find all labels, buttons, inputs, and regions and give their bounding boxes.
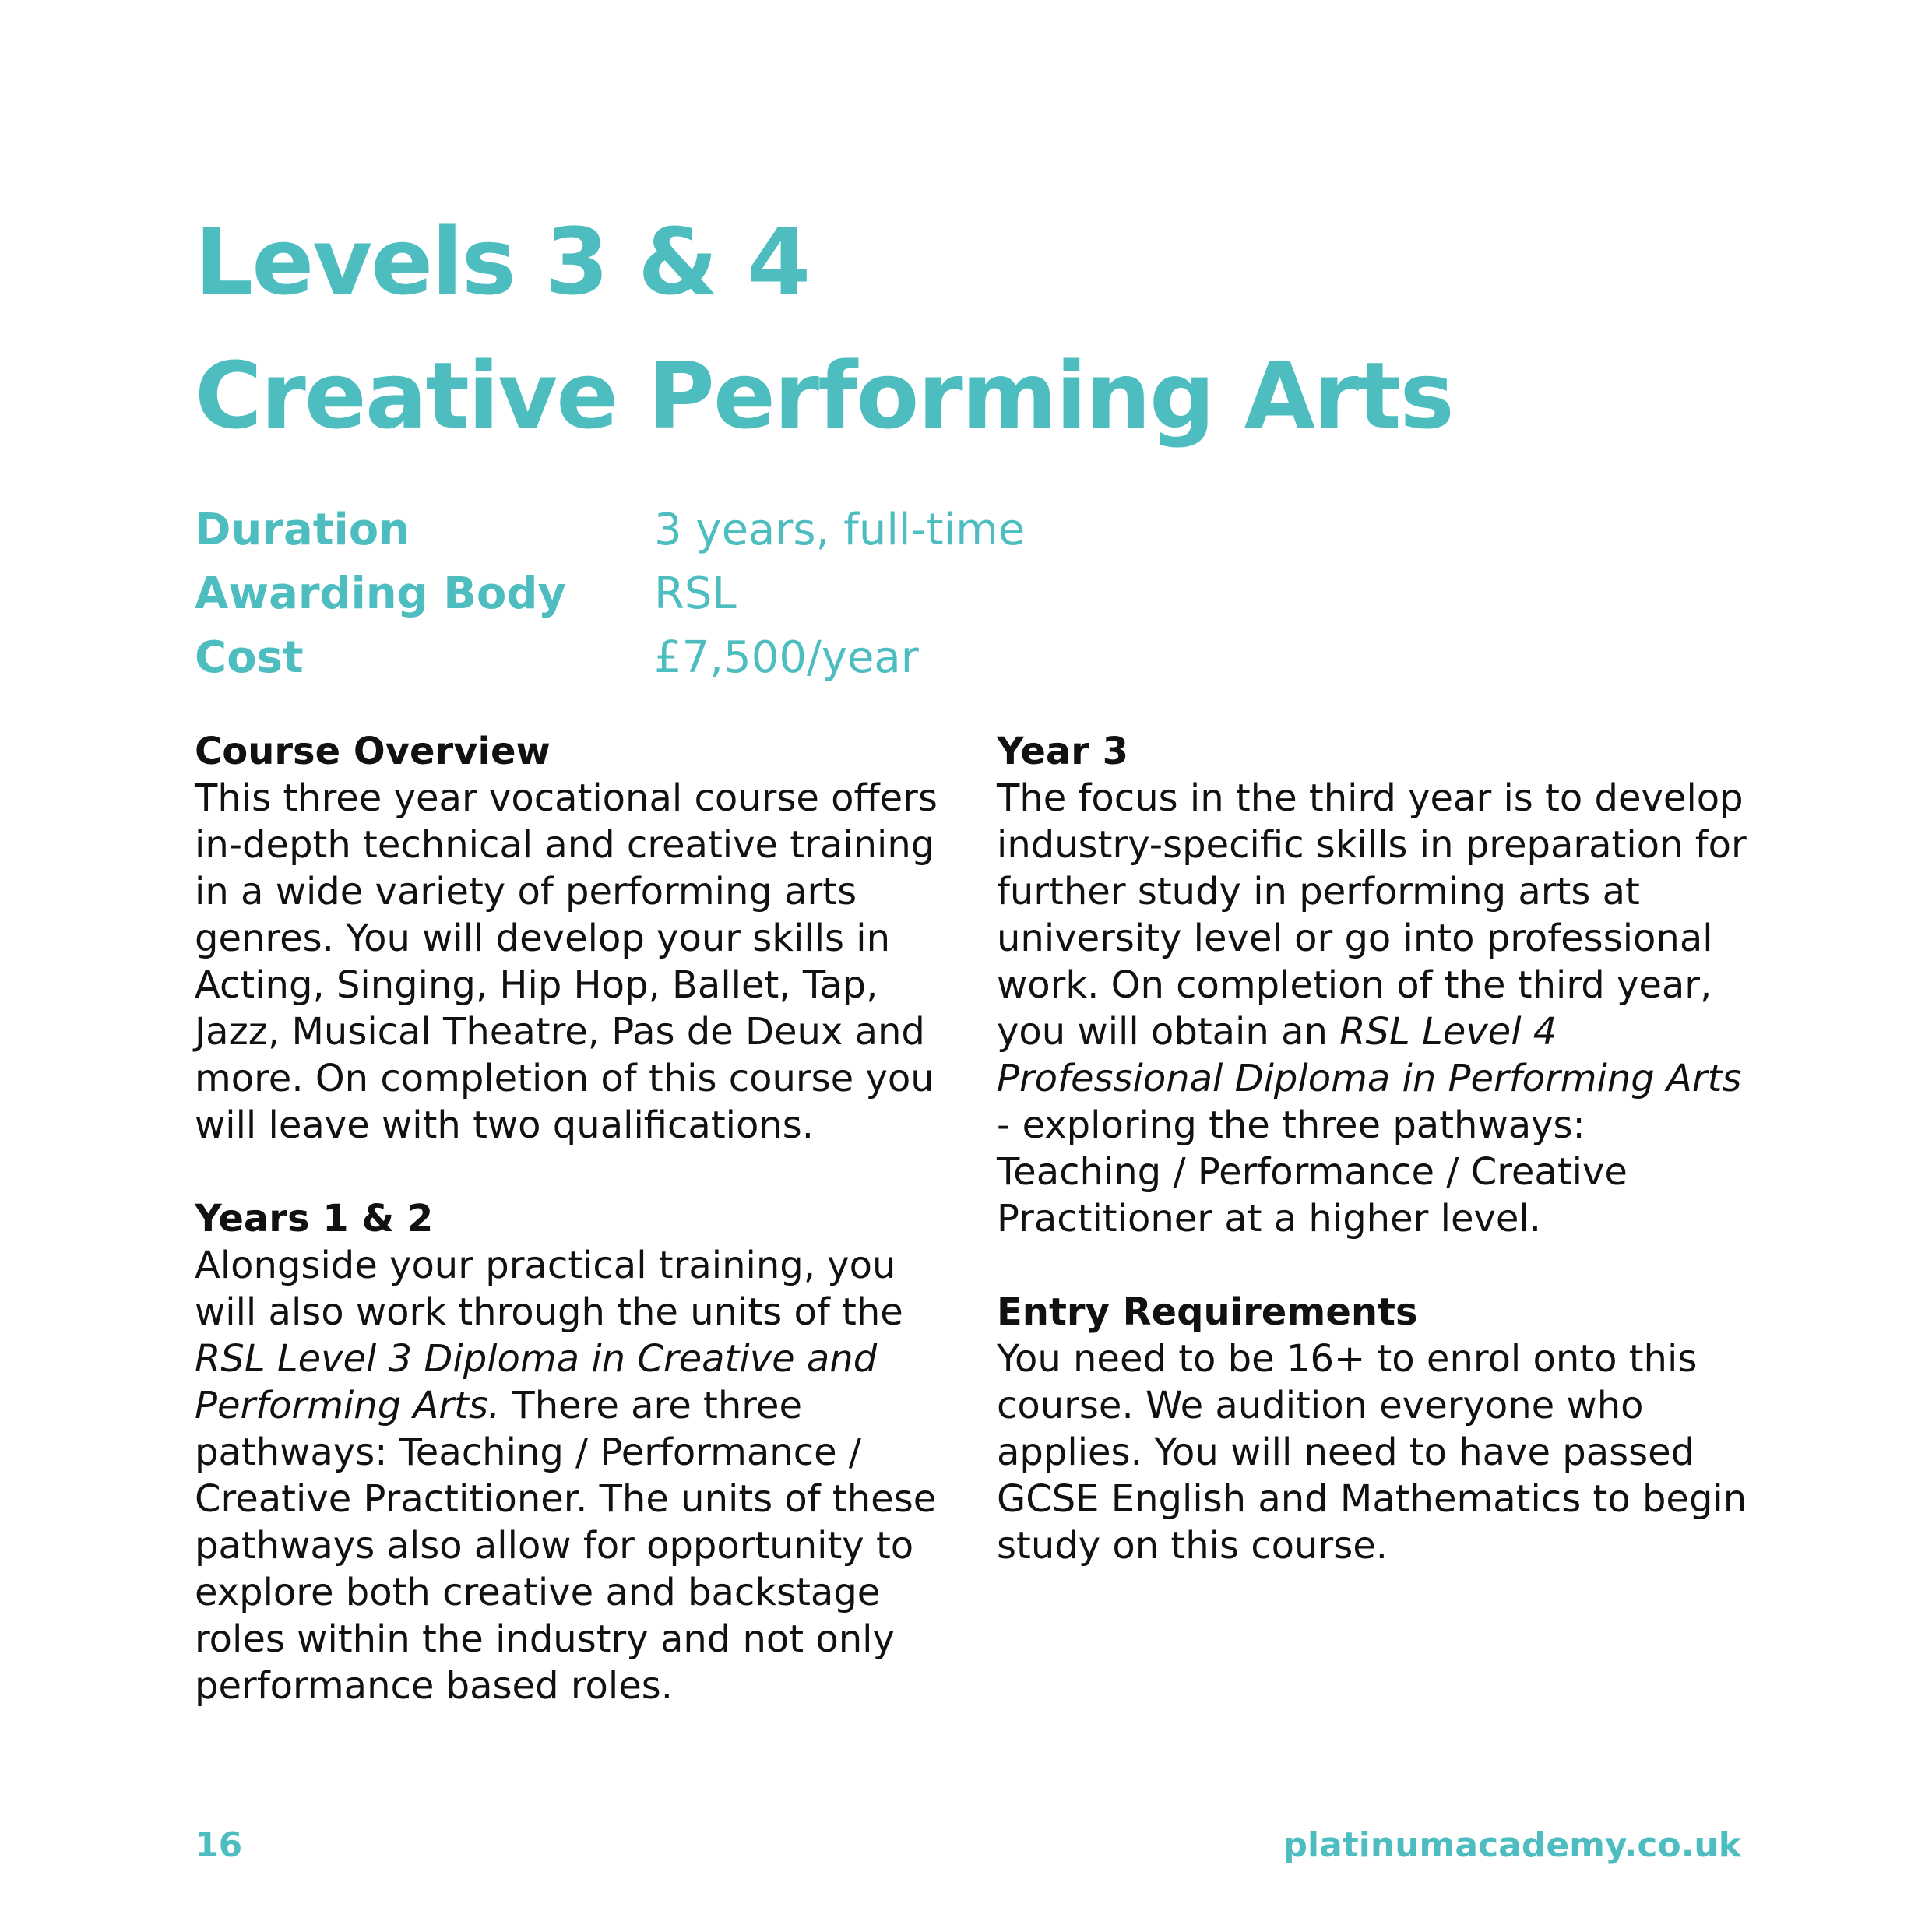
- fact-awarding-body: [195, 562, 1025, 626]
- page-title: [195, 195, 1453, 463]
- fact-value: £7,500/year: [654, 632, 919, 683]
- fact-label: Awarding Body: [195, 568, 566, 619]
- year-3-text-intro: The focus in the third year is to develop industry-specific skills in preparation for further study in performing arts at university level or go into professional work. On completion of the third year, you will obtain an: [997, 776, 1747, 1054]
- years-1-2-text-intro: Alongside your practical training, you will also work through the units of the: [195, 1244, 903, 1334]
- page-number: 16: [195, 1825, 243, 1865]
- right-column: [997, 728, 1760, 1616]
- course-facts: [195, 498, 1025, 690]
- entry-requirements-text: You need to be 16+ to enrol onto this course. We audition everyone who applies. You will need to have passed GCSE English and Mathematics to begin study on this course.: [997, 1337, 1747, 1568]
- years-1-2-heading: Years 1 & 2: [195, 1197, 434, 1240]
- level-4-qualification: RSL Level 4 Professional Diploma in Performing Arts: [997, 1010, 1742, 1100]
- fact-duration: [195, 498, 1025, 562]
- course-overview-heading: Course Overview: [195, 730, 551, 773]
- left-column: [195, 728, 958, 1756]
- year-3-heading: Year 3: [997, 730, 1129, 773]
- fact-label: Cost: [195, 632, 304, 683]
- year-3-text-detail: - exploring the three pathways: Teaching / Performance / Creative Practitioner at a higher level.: [997, 1103, 1628, 1240]
- year-3-section: [997, 728, 1760, 1242]
- entry-requirements-section: [997, 1289, 1760, 1569]
- course-overview-text: This three year vocational course offers in-depth technical and creative training in a wide variety of performing arts genres. You will develop your skills in Acting, Singing, Hip Hop, Ballet, Tap, Jazz, Musical Theatre, Pas de Deux and more. On completion of this course you will leave with two qualifications.: [195, 776, 938, 1147]
- fact-cost: [195, 626, 1025, 690]
- title-line-course: Creative Performing Arts: [195, 342, 1453, 449]
- fact-value: RSL: [654, 568, 737, 619]
- entry-requirements-heading: Entry Requirements: [997, 1290, 1418, 1334]
- title-line-levels: Levels 3 & 4: [195, 208, 810, 315]
- course-overview-section: [195, 728, 958, 1149]
- fact-value: 3 years, full-time: [654, 505, 1026, 555]
- level-3-qualification: RSL Level 3 Diploma in Creative and Performing Arts.: [195, 1337, 878, 1427]
- years-1-2-text-detail: There are three pathways: Teaching / Performance / Creative Practitioner. The units of these pathways also allow for opportunity to explore both creative and backstage roles within the industry and not only performance based roles.: [195, 1384, 937, 1708]
- year-3-text: [997, 775, 1760, 1242]
- years-1-2-text: [195, 1242, 958, 1709]
- website-link[interactable]: platinumacademy.co.uk: [1283, 1825, 1741, 1865]
- fact-label: Duration: [195, 505, 410, 555]
- years-1-2-section: [195, 1195, 958, 1709]
